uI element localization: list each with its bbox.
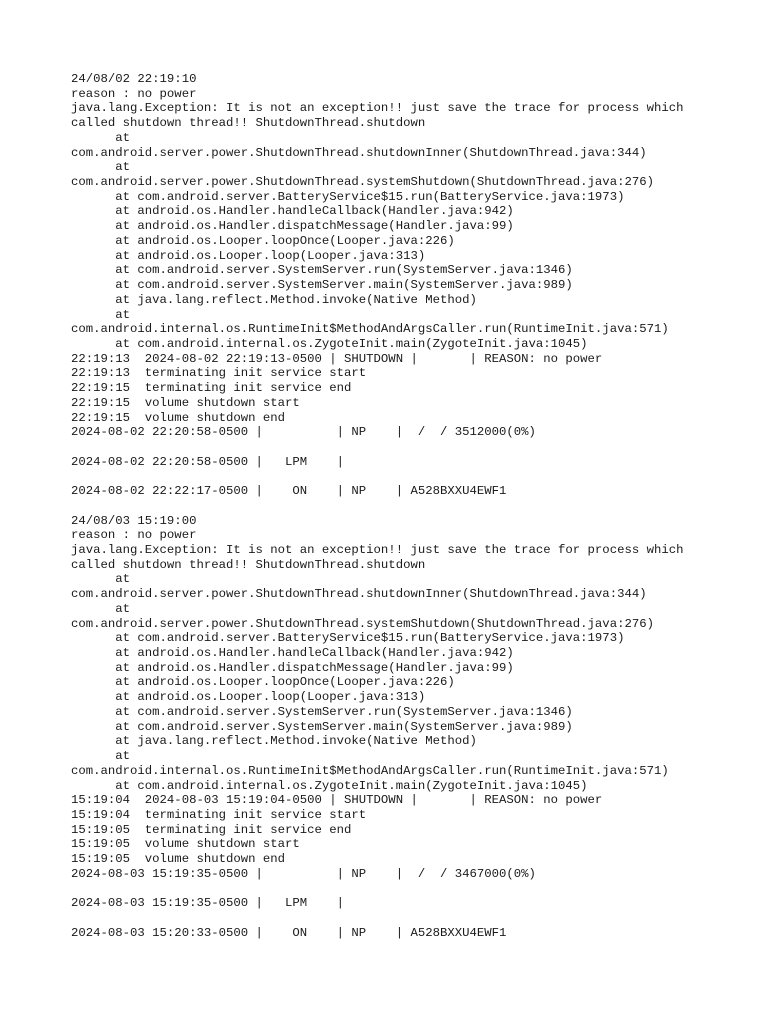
log-line bbox=[71, 440, 761, 455]
log-line: 15:19:04 terminating init service start bbox=[71, 807, 367, 822]
log-line: at bbox=[71, 160, 131, 175]
log-line: 2024-08-03 15:20:33-0500 | ON | NP | A528BXXU4EWF1 bbox=[71, 925, 507, 940]
log-line: 15:19:05 volume shutdown end bbox=[71, 852, 286, 867]
log-line: at com.android.server.BatteryService$15.run(BatteryService.java:1973) bbox=[71, 189, 625, 204]
log-line: java.lang.Exception: It is not an exception!! just save the trace for process which bbox=[71, 101, 684, 116]
log-line: 24/08/02 22:19:10 bbox=[71, 72, 197, 86]
log-line bbox=[71, 499, 761, 514]
log-line: 2024-08-02 22:20:58-0500 | | NP | / / 3512000(0%) bbox=[71, 425, 536, 440]
log-line: 2024-08-03 15:19:35-0500 | LPM | bbox=[71, 896, 345, 911]
log-line: at com.android.server.SystemServer.run(SystemServer.java:1346) bbox=[71, 704, 573, 719]
log-line: 22:19:15 volume shutdown start bbox=[71, 395, 300, 410]
log-line bbox=[71, 469, 761, 484]
log-line: com.android.server.power.ShutdownThread.shutdownInner(ShutdownThread.java:344) bbox=[71, 145, 647, 160]
log-line: at android.os.Looper.loopOnce(Looper.java:226) bbox=[71, 233, 455, 248]
log-line: at java.lang.reflect.Method.invoke(Native Method) bbox=[71, 292, 477, 307]
log-line: 2024-08-02 22:20:58-0500 | LPM | bbox=[71, 454, 345, 469]
log-line: at bbox=[71, 130, 131, 145]
log-line: reason : no power bbox=[71, 528, 197, 543]
log-line: at bbox=[71, 749, 131, 764]
log-line: called shutdown thread!! ShutdownThread.shutdown bbox=[71, 116, 426, 131]
log-document bbox=[71, 72, 761, 940]
log-line: com.android.server.power.ShutdownThread.systemShutdown(ShutdownThread.java:276) bbox=[71, 175, 654, 190]
log-line: at com.android.server.SystemServer.main(SystemServer.java:989) bbox=[71, 719, 573, 734]
log-line: com.android.server.power.ShutdownThread.shutdownInner(ShutdownThread.java:344) bbox=[71, 587, 647, 602]
log-line: at android.os.Looper.loopOnce(Looper.java:226) bbox=[71, 675, 455, 690]
log-line: at com.android.server.BatteryService$15.run(BatteryService.java:1973) bbox=[71, 631, 625, 646]
log-line: 2024-08-02 22:22:17-0500 | ON | NP | A528BXXU4EWF1 bbox=[71, 484, 507, 499]
log-line: at com.android.internal.os.ZygoteInit.main(ZygoteInit.java:1045) bbox=[71, 778, 588, 793]
log-line: 15:19:05 terminating init service end bbox=[71, 822, 352, 837]
log-line: 2024-08-03 15:19:35-0500 | | NP | / / 3467000(0%) bbox=[71, 866, 536, 881]
log-line: at com.android.server.SystemServer.main(SystemServer.java:989) bbox=[71, 278, 573, 293]
log-line: at com.android.server.SystemServer.run(SystemServer.java:1346) bbox=[71, 263, 573, 278]
log-line: at bbox=[71, 601, 131, 616]
log-line: at android.os.Looper.loop(Looper.java:313) bbox=[71, 690, 426, 705]
log-line: 22:19:13 2024-08-02 22:19:13-0500 | SHUTDOWN | | REASON: no power bbox=[71, 351, 603, 366]
log-line: 22:19:15 volume shutdown end bbox=[71, 410, 286, 425]
log-line: at android.os.Handler.dispatchMessage(Handler.java:99) bbox=[71, 660, 514, 675]
log-line bbox=[71, 911, 761, 926]
log-line: com.android.internal.os.RuntimeInit$MethodAndArgsCaller.run(RuntimeInit.java:571) bbox=[71, 763, 669, 778]
log-line: java.lang.Exception: It is not an exception!! just save the trace for process which bbox=[71, 543, 684, 557]
log-line: at android.os.Handler.dispatchMessage(Handler.java:99) bbox=[71, 219, 514, 234]
log-line: com.android.internal.os.RuntimeInit$MethodAndArgsCaller.run(RuntimeInit.java:571) bbox=[71, 322, 669, 337]
log-line: reason : no power bbox=[71, 86, 197, 101]
log-line: 15:19:05 volume shutdown start bbox=[71, 837, 300, 852]
log-line: at bbox=[71, 307, 131, 322]
log-line: com.android.server.power.ShutdownThread.systemShutdown(ShutdownThread.java:276) bbox=[71, 616, 654, 631]
log-line bbox=[71, 882, 761, 897]
log-line: at android.os.Handler.handleCallback(Handler.java:942) bbox=[71, 646, 514, 661]
log-line: 22:19:13 terminating init service start bbox=[71, 366, 367, 381]
log-line: at android.os.Handler.handleCallback(Handler.java:942) bbox=[71, 204, 514, 219]
log-line: at java.lang.reflect.Method.invoke(Native Method) bbox=[71, 734, 477, 749]
log-line: at bbox=[71, 572, 131, 587]
log-line: called shutdown thread!! ShutdownThread.shutdown bbox=[71, 557, 426, 572]
log-line: 22:19:15 terminating init service end bbox=[71, 381, 352, 396]
log-line: at com.android.internal.os.ZygoteInit.main(ZygoteInit.java:1045) bbox=[71, 336, 588, 351]
log-line: 24/08/03 15:19:00 bbox=[71, 513, 197, 528]
log-line: 15:19:04 2024-08-03 15:19:04-0500 | SHUTDOWN | | REASON: no power bbox=[71, 793, 603, 808]
log-line: at android.os.Looper.loop(Looper.java:313) bbox=[71, 248, 426, 263]
